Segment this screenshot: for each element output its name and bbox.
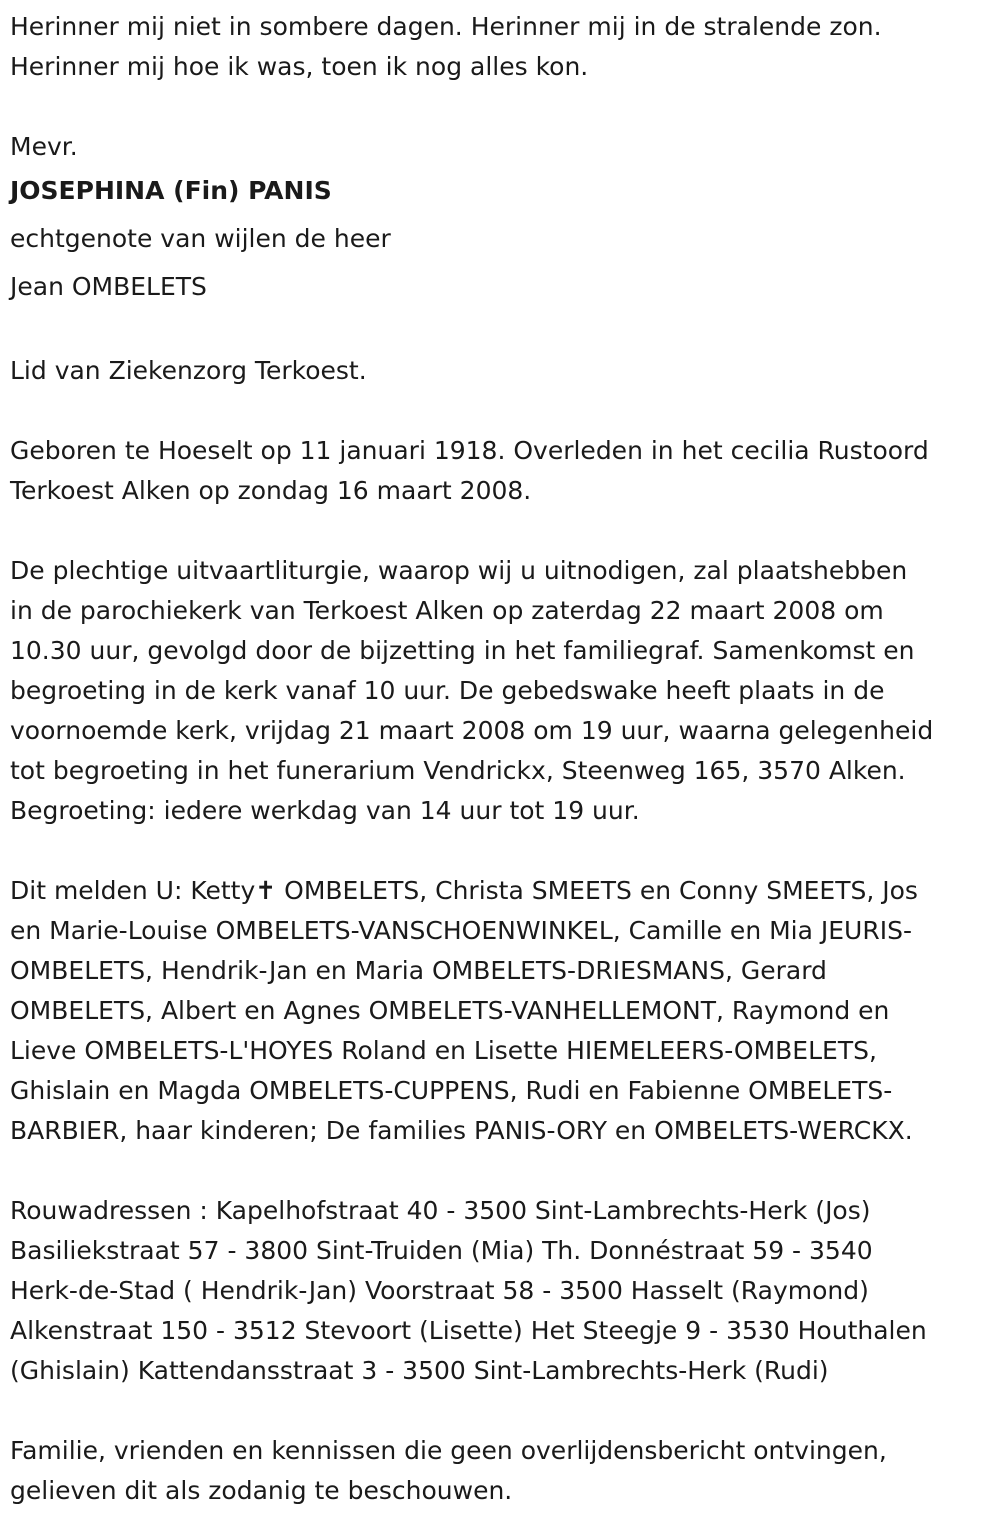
address-line: Herk-de-Stad ( Hendrik-Jan) Voorstraat 58 - 3500 Hasselt (Raymond) [10,1276,869,1305]
address-line: Rouwadressen : Kapelhofstraat 40 - 3500 Sint-Lambrechts-Herk (Jos) [10,1196,871,1225]
closing-section [10,1431,990,1511]
ceremony-section [10,551,990,831]
poem-line: Herinner mij hoe ik was, toen ik nog alles kon. [10,52,589,81]
spouse-relation: echtgenote van wijlen de heer [10,224,391,253]
birth-death-line: Geboren te Hoeselt op 11 januari 1918. Overleden in het cecilia Rustoord [10,436,929,465]
poem-line: Herinner mij niet in sombere dagen. Herinner mij in de stralende zon. [10,12,882,41]
ceremony-line: tot begroeting in het funerarium Vendrickx, Steenweg 165, 3570 Alken. [10,756,906,785]
announcers-line: en Marie-Louise OMBELETS-VANSCHOENWINKEL, Camille en Mia JEURIS- [10,916,912,945]
address-line: Basiliekstraat 57 - 3800 Sint-Truiden (Mia) Th. Donnéstraat 59 - 3540 [10,1236,873,1265]
announcers-line: Dit melden U: Ketty✝ OMBELETS, Christa SMEETS en Conny SMEETS, Jos [10,876,918,905]
ceremony-line: Begroeting: iedere werkdag van 14 uur tot 19 uur. [10,796,640,825]
ceremony-line: 10.30 uur, gevolgd door de bijzetting in het familiegraf. Samenkomst en [10,636,915,665]
honorific-title: Mevr. [10,132,78,161]
addresses-section [10,1191,990,1391]
closing-line: Familie, vrienden en kennissen die geen overlijdensbericht ontvingen, [10,1436,887,1465]
address-line: Alkenstraat 150 - 3512 Stevoort (Lisette) Het Steegje 9 - 3530 Houthalen [10,1316,927,1345]
poem-section [10,7,990,87]
birth-death-line: Terkoest Alken op zondag 16 maart 2008. [10,476,532,505]
announcers-line: OMBELETS, Albert en Agnes OMBELETS-VANHELLEMONT, Raymond en [10,996,890,1025]
membership-line: Lid van Ziekenzorg Terkoest. [10,356,367,385]
ceremony-line: in de parochiekerk van Terkoest Alken op zaterdag 22 maart 2008 om [10,596,884,625]
announcers-line: Lieve OMBELETS-L'HOYES Roland en Lisette HIEMELEERS-OMBELETS, [10,1036,877,1065]
ceremony-line: De plechtige uitvaartliturgie, waarop wij u uitnodigen, zal plaatshebben [10,556,908,585]
announcers-line: BARBIER, haar kinderen; De families PANIS-ORY en OMBELETS-WERCKX. [10,1116,913,1145]
spouse-name: Jean OMBELETS [10,272,207,301]
ceremony-line: begroeting in de kerk vanaf 10 uur. De gebedswake heeft plaats in de [10,676,885,705]
birth-death-section [10,431,990,511]
closing-line: gelieven dit als zodanig te beschouwen. [10,1476,513,1505]
announcers-line: OMBELETS, Hendrik-Jan en Maria OMBELETS-DRIESMANS, Gerard [10,956,827,985]
announcers-section [10,871,990,1151]
ceremony-line: voornoemde kerk, vrijdag 21 maart 2008 om 19 uur, waarna gelegenheid [10,716,934,745]
deceased-name: JOSEPHINA (Fin) PANIS [10,176,332,205]
deceased-section [10,127,990,311]
address-line: (Ghislain) Kattendansstraat 3 - 3500 Sint-Lambrechts-Herk (Rudi) [10,1356,829,1385]
announcers-line: Ghislain en Magda OMBELETS-CUPPENS, Rudi en Fabienne OMBELETS- [10,1076,893,1105]
